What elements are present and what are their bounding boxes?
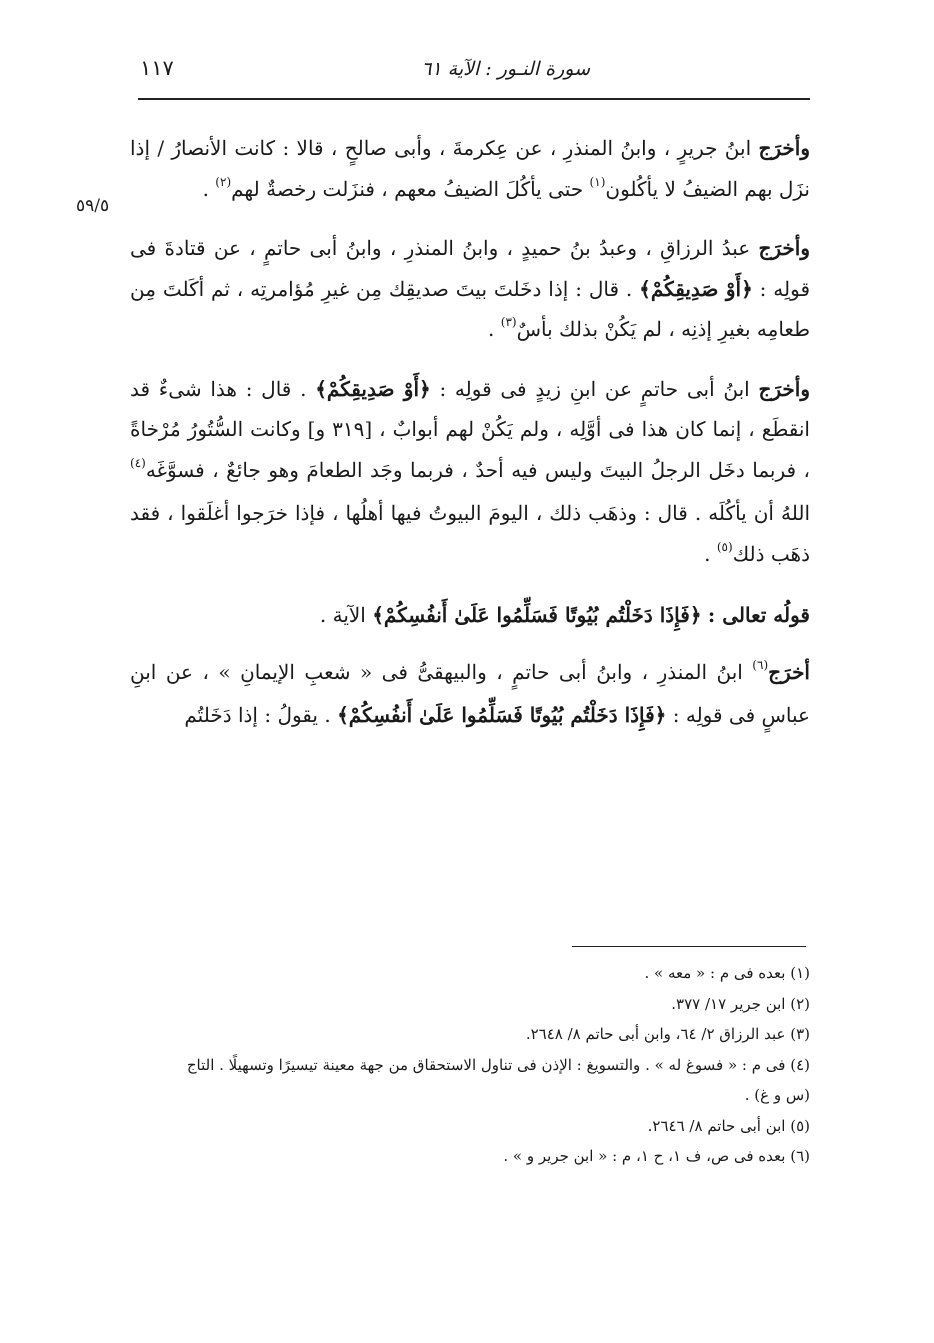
paragraph-text: . [202,176,216,201]
footnote-6: (٦) بعده فى ص، ف ١، ح ١، م : « ابن جرير و » . [503,1147,810,1165]
paragraph-lead: وأخرَج [758,236,810,260]
paragraph-text: ابنُ أبى حاتمٍ عن ابنِ زيدٍ فى قولِه : [430,376,759,401]
footnote-ref: (٢) [215,174,232,189]
paragraph-lead: أخرَج [768,659,810,684]
quran-quote: ﴿أَوْ صَدِيقِكُمْ﴾ [315,376,431,401]
footnote-3: (٣) عبد الرزاق ٢/ ٦٤، وابن أبى حاتم ٨/ ٢٦٤٨. [525,1025,810,1043]
footnote-4-continued: (س و غ) . [744,1086,810,1104]
running-title: سورة النـور : الآية ٦١ [421,58,590,80]
footnote-4: (٤) فى م : « فسوغ له » . والتسويغ : الإذن فى تناول الاستحقاق من جهة معينة تيسيرًا وتسهيلًا . التاج [186,1055,810,1074]
footnote-ref: (٣) [500,315,517,329]
paragraph-1 [130,128,810,212]
footnote-2: (٢) ابن جرير ١٧/ ٣٧٧. [671,994,810,1013]
paragraph-text: ابنُ المنذرِ ، وابنُ أبى حاتمٍ ، والبيهقىُّ فى « شعبِ الإيمانِ » ، عن ابنِ عباسٍ فى قولِه : [130,659,810,727]
heading-tail: الآية . [319,603,373,627]
paragraph-text: . [704,541,717,566]
paragraph-text: . [488,317,501,341]
footnote-ref: (٤) [130,455,146,470]
section-heading [130,595,810,636]
header-rule [138,98,810,100]
footnote-ref: (٦) [752,657,769,672]
paragraph-4 [130,652,810,736]
paragraph-text: حتى يأكُلَ الضيفُ معهم ، فنزَلت رخصةٌ لهم [231,176,590,201]
paragraph-2 [130,228,810,353]
footnote-ref: (٥) [716,539,733,554]
footnotes [130,958,810,1172]
quran-quote: ﴿فَإِذَا دَخَلْتُم بُيُوتًا فَسَلِّمُوا عَلَىٰ أَنفُسِكُمْ﴾ [337,703,667,727]
quran-quote: ﴿فَإِذَا دَخَلْتُم بُيُوتًا فَسَلِّمُوا عَلَىٰ أَنفُسِكُمْ﴾ [372,603,702,627]
footnote-5: (٥) ابن أبى حاتم ٨/ ٢٦٤٦. [647,1116,810,1135]
paragraph-text: . قال : هذا شىءٌ قد انقطَع ، إنما كان هذا فى أوَّلِه ، ولم يَكُنْ لهم أبوابٌ ، [٣١٩ و] وكانت السُّتُورُ مُرْخاةً ، فربما دخَل الرجلُ البيتَ وليس فيه أحدٌ ، فربما وجَد الطعامَ وهو جائعٌ ، فسوَّغَه [130,376,810,482]
paragraph-lead: وأخرَج [758,136,810,160]
paragraph-text: . قال : إذا دخَلتَ بيتَ صديقِك مِن غيرِ مُؤامرتِه ، ثم أكَلتَ مِن طعامِه بغيرِ إذنِه ، لم يَكُنْ بذلك بأسٌ [130,276,810,341]
heading-lead: قولُه تعالى : [707,603,810,627]
page-number: ١١٧ [140,56,174,80]
paragraph-text: اللهُ أن يأكُلَه . قال : وذهَب ذلك ، اليومَ البيوتُ فيها أهلُها ، فإذا خرَجوا أغلَقوا ، فقد ذهَب ذلك [130,501,810,566]
paragraph-text: ابنُ جريرٍ ، وابنُ المنذرِ ، عن عِكرمةَ ، وأبى صالحٍ ، قالا : كانت الأنصارُ / إذا نزَل بهم الضيفُ لا يأكُلون [130,136,810,201]
paragraph-text: . يقولُ : إذا دَخَلتُم [184,703,338,727]
paragraph-lead: وأخرَج [758,376,810,401]
footnote-ref: (١) [589,174,606,189]
footnote-1: (١) بعده فى م : « معه » . [644,964,810,982]
margin-note: ٥٩/٥ [76,196,110,216]
footnote-rule [572,946,806,947]
paragraph-3 [130,369,810,578]
quran-quote: ﴿أَوْ صَدِيقِكُمْ﴾ [639,276,753,301]
page-header [138,50,810,96]
main-text [130,128,810,736]
paragraph-text: عبدُ الرزاقِ ، وعبدُ بنُ حميدٍ ، وابنُ المنذرِ ، وابنُ أبى حاتمٍ ، عن قتادةَ فى قولِه : [130,236,811,301]
